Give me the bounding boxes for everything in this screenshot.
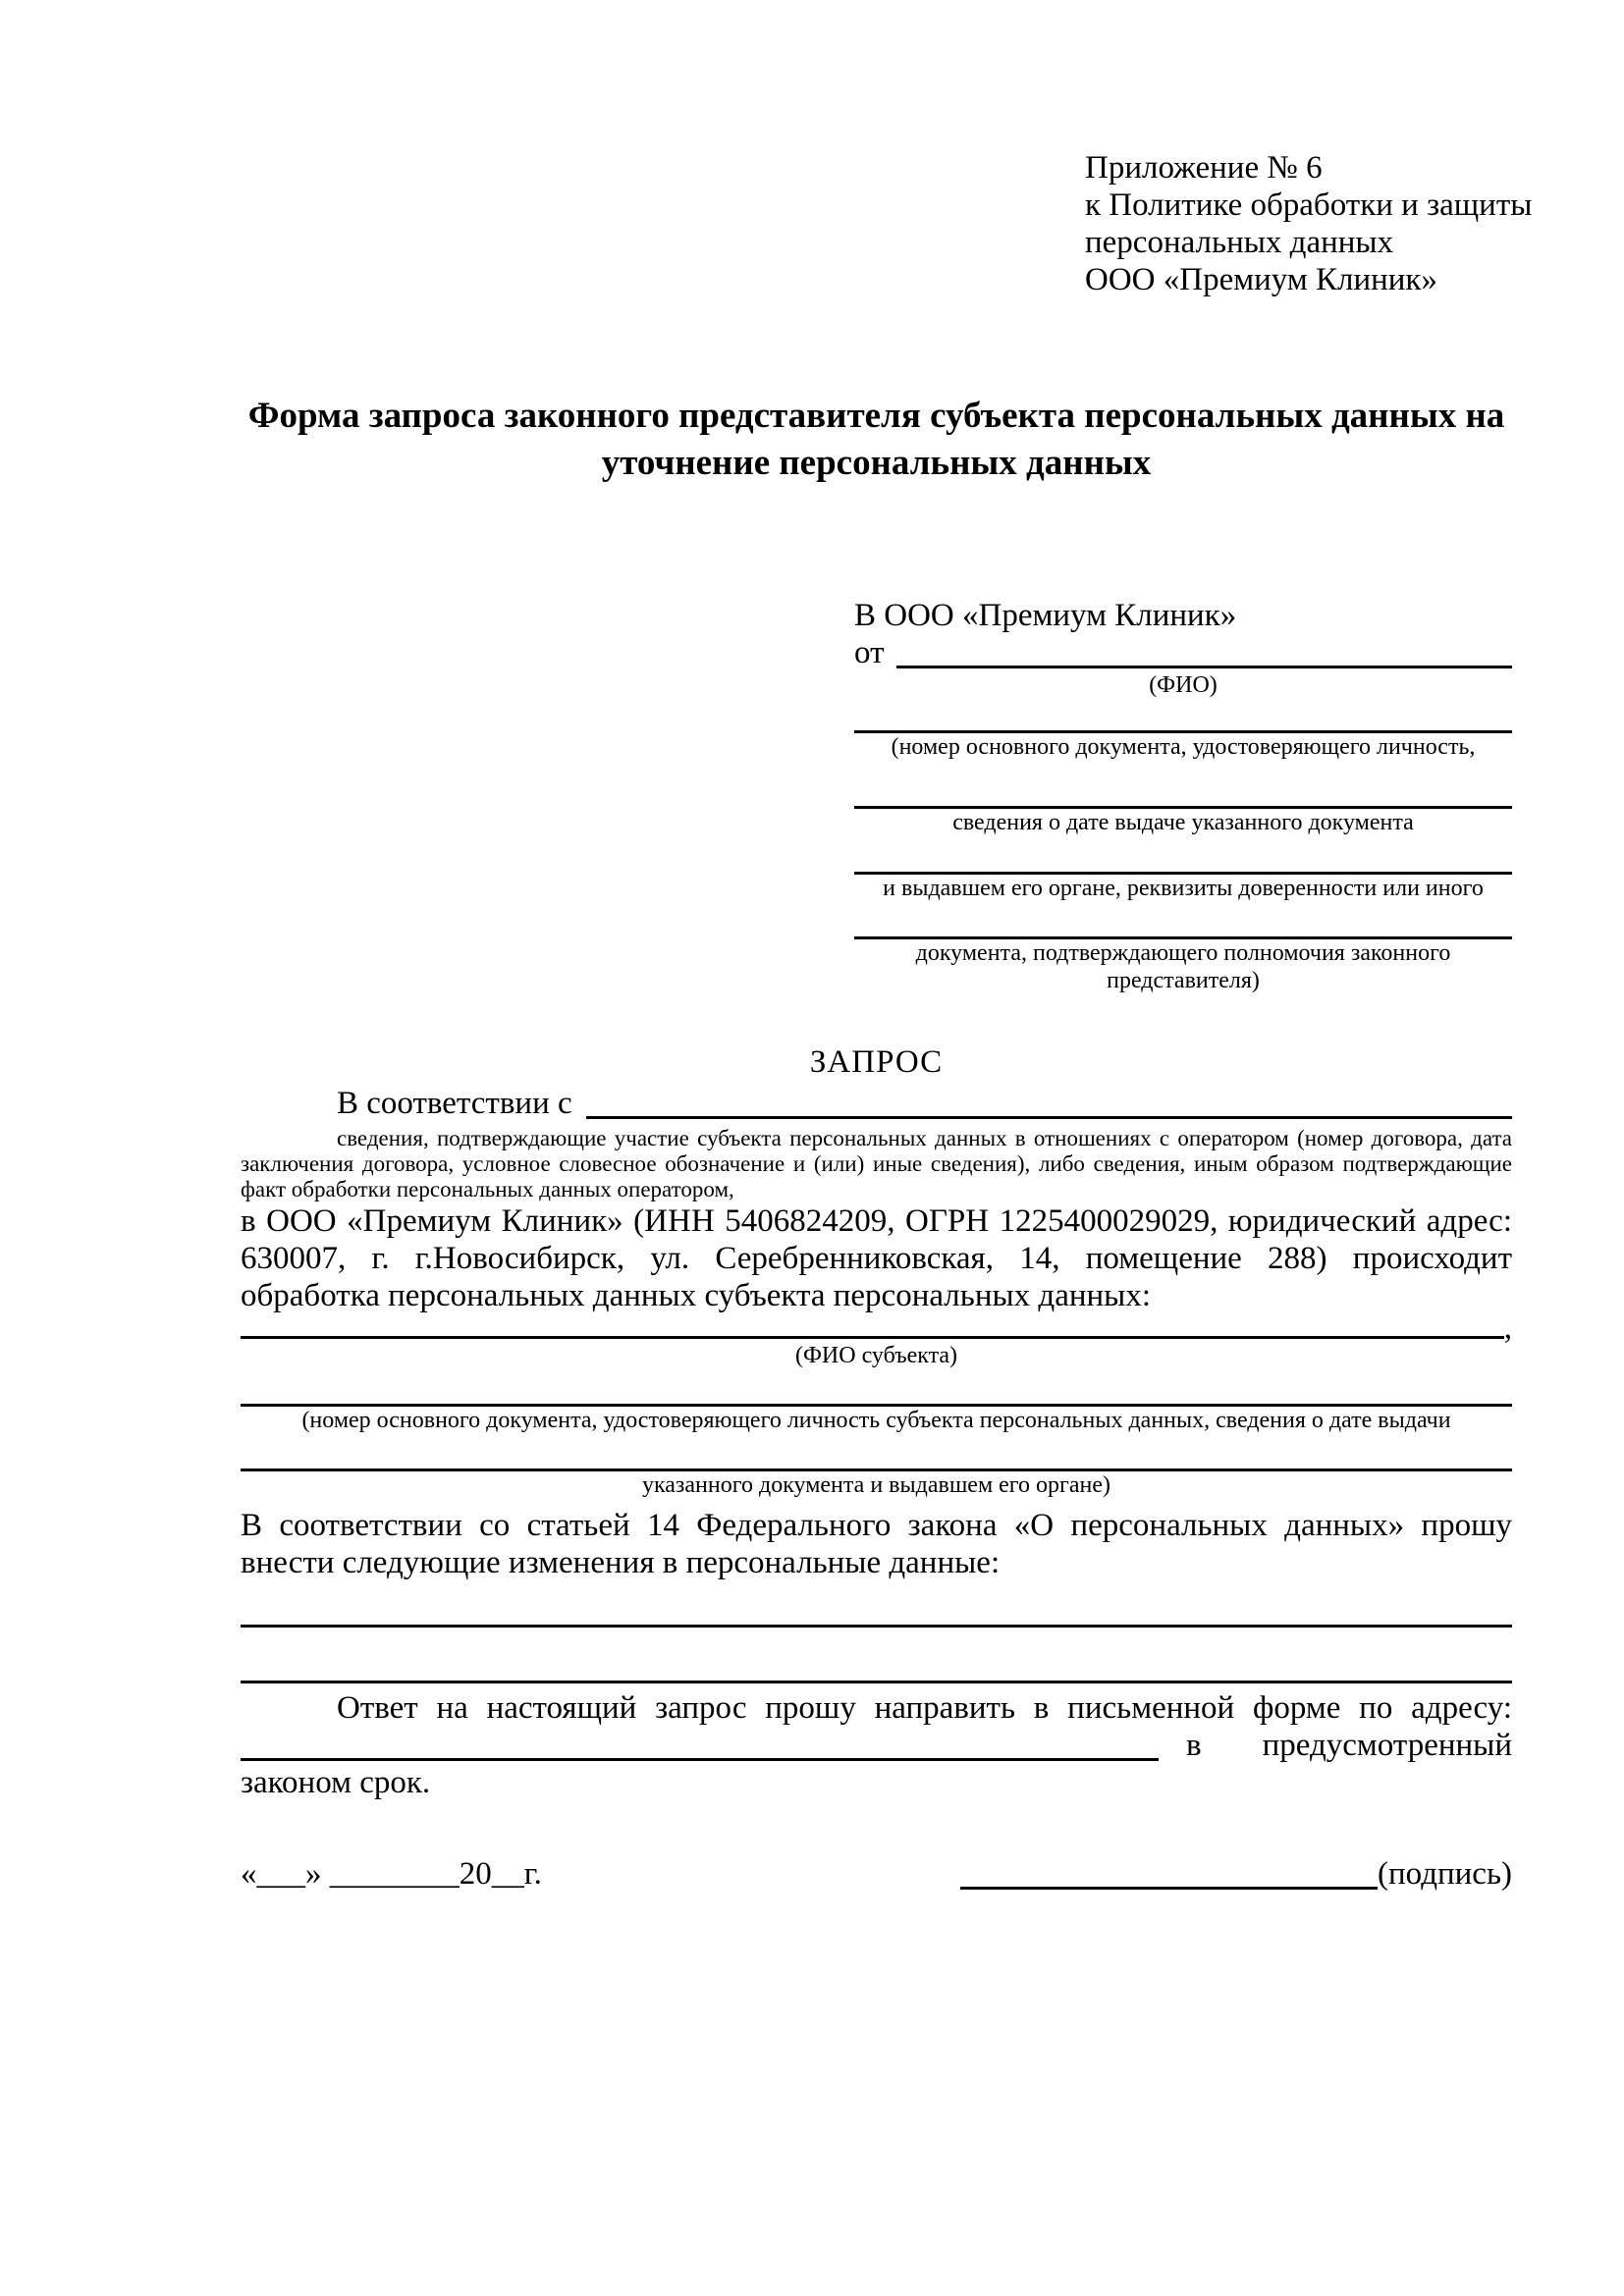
signature-block: [960, 1855, 1512, 1893]
subject-doc-blank-line-2: [241, 1434, 1512, 1471]
addressee-block: [854, 597, 1512, 994]
response-word-term: предусмотренный: [1262, 1728, 1512, 1763]
caption-doc-issuer: и выдавшем его органе, реквизиты доверенности или иного: [883, 876, 1484, 901]
response-closing: законом срок.: [241, 1765, 431, 1800]
response-address-row: [241, 1727, 1512, 1764]
footer-row: [241, 1855, 1512, 1893]
intro-prefix: В соответствии с: [337, 1086, 572, 1121]
subject-fio-blank-line: [241, 1335, 1504, 1339]
appendix-line-3: персональных данных: [1085, 225, 1394, 260]
representative-doc-blank-line-1: [854, 699, 1512, 733]
amendment-paragraph: В соответствии со статьей 14 Федерального закона «О персональных данных» прошу внести следующие изменения в персональные данные:: [241, 1508, 1512, 1580]
caption-subject-doc-issuer: указанного документа и выдавшем его органе): [641, 1472, 1111, 1498]
signature-caption: (подпись): [1378, 1856, 1512, 1892]
appendix-line-2: к Политике обработки и защиты: [1085, 187, 1533, 223]
subject-fio-row: [241, 1310, 1512, 1346]
caption-subject-doc-number: (номер основного документа, удостоверяющего личность субъекта персональных данных, сведения о дате выдачи: [301, 1408, 1451, 1433]
caption-doc-authority: документа, подтверждающего полномочия законного представителя): [915, 940, 1451, 993]
footnote-text: сведения, подтверждающие участие субъекта персональных данных в отношениях с оператором (номер договора, дата заключения договора, условное словесное обозначение и (или) иные сведения), либо сведения, иным образом подтверждающие факт обработки персональных данных оператором,: [241, 1126, 1512, 1201]
response-paragraph: Ответ на настоящий запрос прошу направить в письменной форме по адресу:: [337, 1690, 1512, 1726]
date-field: «___» ________20__г.: [241, 1856, 542, 1892]
intro-row: [241, 1085, 1512, 1122]
intro-blank-line: [586, 1115, 1512, 1119]
appendix-line-4: ООО «Премиум Клиник»: [1085, 262, 1437, 297]
address-blank-line: [241, 1757, 1159, 1761]
representative-doc-blank-line-3: [854, 836, 1512, 875]
from-blank-line: [896, 665, 1513, 668]
caption-doc-number: (номер основного документа, удостоверяющего личность,: [891, 734, 1476, 760]
representative-doc-blank-line-4: [854, 902, 1512, 939]
form-title: Форма запроса законного представителя субъекта персональных данных на уточнение персональных данных: [247, 396, 1505, 483]
caption-subject-fio: (ФИО субъекта): [794, 1343, 958, 1368]
request-heading: ЗАПРОС: [809, 1044, 944, 1080]
subject-doc-blank-line-1: [241, 1369, 1512, 1407]
caption-doc-issue-date: сведения о дате выдаче указанного документа: [952, 810, 1414, 835]
from-row: [854, 634, 1512, 671]
addressee-to: В ООО «Премиум Клиник»: [854, 598, 1237, 633]
representative-doc-blank-line-2: [854, 761, 1512, 809]
operator-paragraph: в ООО «Премиум Клиник» (ИНН 5406824209, ОГРН 1225400029029, юридический адрес: 630007, г. г.Новосибирск, ул. Серебренниковская, 14, помещение 288) происходит обработка персональных данных субъекта персональных данных:: [241, 1203, 1512, 1313]
appendix-line-1: Приложение № 6: [1085, 150, 1323, 186]
caption-fio: (ФИО): [1149, 672, 1218, 698]
amendment-blank-line-1: [241, 1581, 1512, 1628]
from-label: от: [854, 635, 885, 670]
response-word-v: в: [1186, 1728, 1202, 1763]
amendment-blank-line-2: [241, 1628, 1512, 1683]
appendix-block: [1085, 149, 1533, 298]
signature-blank-line: [960, 1886, 1378, 1890]
trailing-comma: ,: [1503, 1310, 1512, 1346]
